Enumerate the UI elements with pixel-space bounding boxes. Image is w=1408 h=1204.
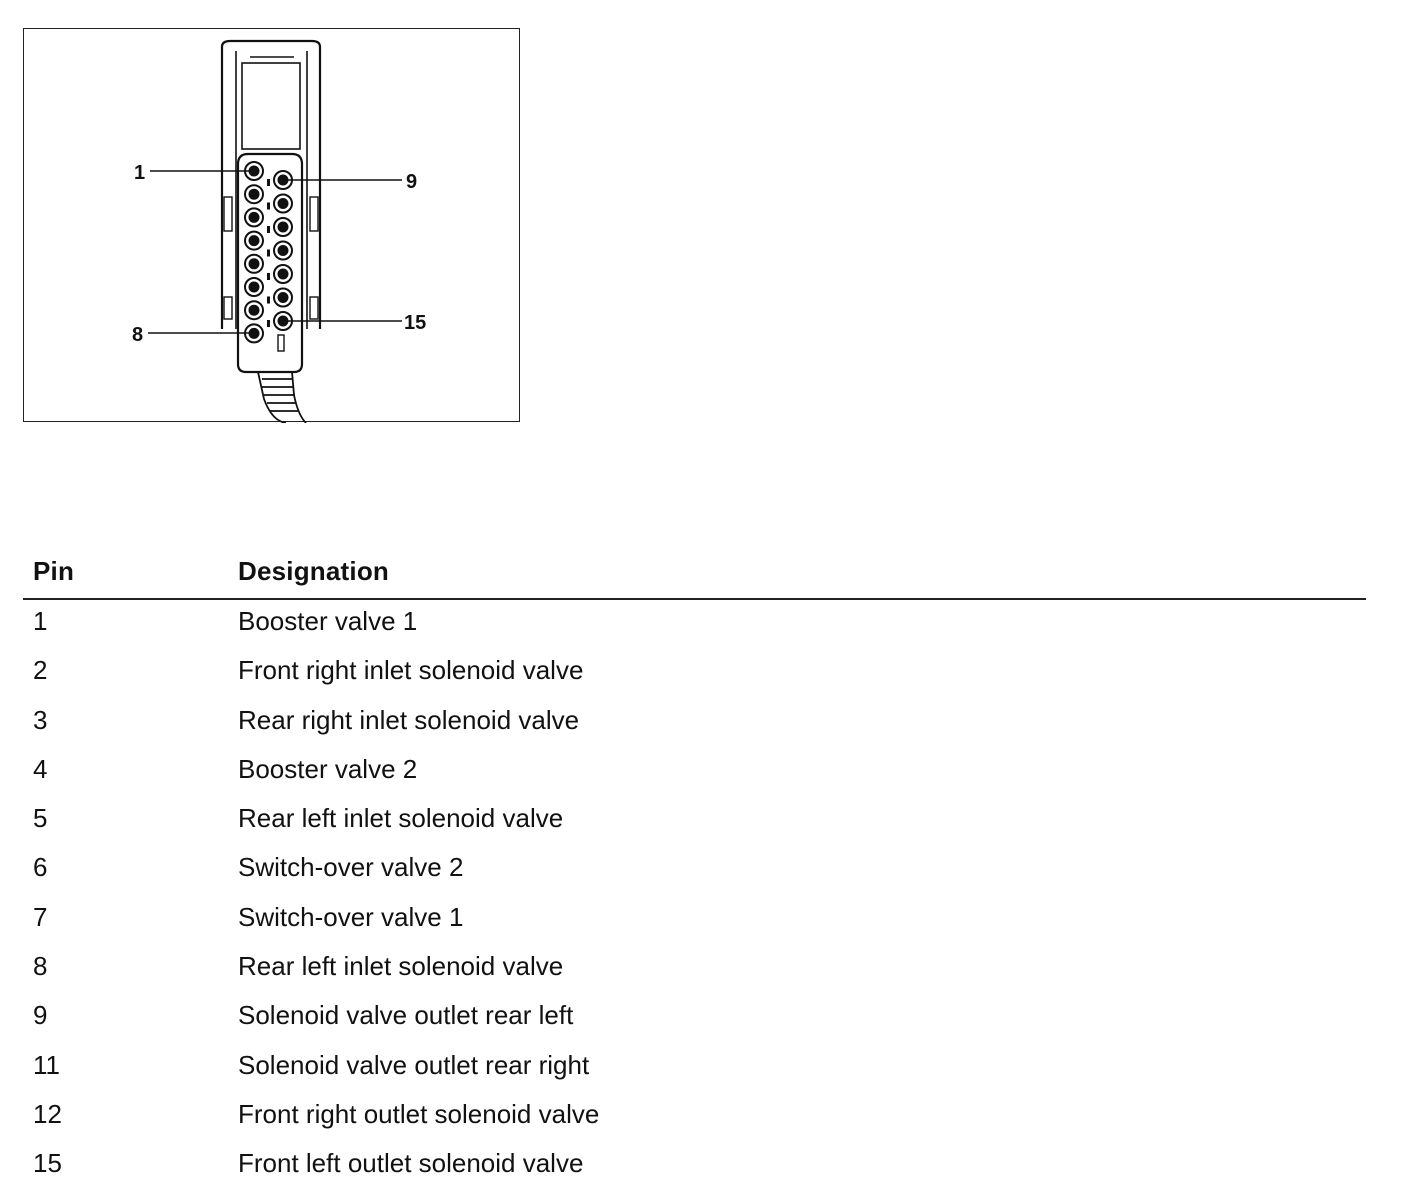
connector-pin bbox=[245, 232, 263, 250]
connector-pin bbox=[274, 289, 292, 307]
pin-number: 2 bbox=[33, 655, 48, 686]
pin-designation: Rear left inlet solenoid valve bbox=[238, 803, 564, 834]
connector-pin bbox=[274, 265, 292, 283]
connector-pin bbox=[245, 208, 263, 226]
connector-figure bbox=[23, 28, 520, 422]
connector-pin bbox=[245, 185, 263, 203]
pin-separator bbox=[267, 203, 270, 210]
pin-designation: Booster valve 1 bbox=[238, 606, 418, 636]
connector-housing bbox=[222, 41, 320, 329]
pin-number: 5 bbox=[33, 803, 48, 834]
connector-diagram bbox=[24, 29, 521, 423]
pin-number: 3 bbox=[33, 704, 48, 735]
pin-number: 11 bbox=[33, 1049, 60, 1080]
pin-number: 9 bbox=[33, 1000, 48, 1031]
pin-designation: Solenoid valve outlet rear right bbox=[238, 1049, 590, 1080]
table-row bbox=[23, 600, 1366, 649]
pin-designation: Switch-over valve 2 bbox=[238, 852, 464, 883]
pin-separator bbox=[267, 273, 270, 280]
table-row bbox=[23, 1044, 1366, 1093]
pin-designation: Front right outlet solenoid valve bbox=[238, 1098, 600, 1129]
table-row bbox=[23, 896, 1366, 945]
pin-grid bbox=[245, 162, 292, 342]
table-row bbox=[23, 699, 1366, 748]
callout-pin-1: 1 bbox=[134, 162, 146, 184]
table-row bbox=[23, 797, 1366, 846]
pin-designation: Booster valve 2 bbox=[238, 753, 418, 784]
connector-pin bbox=[274, 242, 292, 260]
table-row bbox=[23, 994, 1366, 1043]
table-row bbox=[23, 846, 1366, 895]
connector-pin bbox=[245, 278, 263, 296]
table-row bbox=[23, 1093, 1366, 1142]
connector-pin bbox=[274, 195, 292, 213]
pin-table bbox=[23, 552, 1366, 1192]
table-row bbox=[23, 945, 1366, 994]
pin-number: 7 bbox=[33, 901, 48, 932]
pin-number: 6 bbox=[33, 852, 48, 883]
table-row bbox=[23, 1142, 1366, 1191]
pin-designation: Front right inlet solenoid valve bbox=[238, 655, 584, 686]
callout-pin-8: 8 bbox=[132, 324, 144, 346]
connector-pin bbox=[245, 255, 263, 273]
pin-number: 12 bbox=[33, 1098, 62, 1129]
pin-designation: Solenoid valve outlet rear left bbox=[238, 1000, 574, 1031]
callout-pin-15: 15 bbox=[404, 312, 427, 334]
pin-designation: Front left outlet solenoid valve bbox=[238, 1148, 584, 1179]
table-body bbox=[23, 600, 1366, 1192]
pin-separator bbox=[267, 320, 270, 327]
pin-designation: Rear right inlet solenoid valve bbox=[238, 704, 580, 735]
column-header-designation: Designation bbox=[238, 556, 389, 586]
cable bbox=[258, 372, 306, 423]
pin-designation: Switch-over valve 1 bbox=[238, 901, 464, 932]
pin-separator bbox=[267, 250, 270, 257]
column-header-pin: Pin bbox=[33, 556, 75, 586]
connector-pin bbox=[245, 301, 263, 319]
pin-designation: Rear left inlet solenoid valve bbox=[238, 951, 564, 982]
table-header bbox=[23, 552, 1366, 600]
pin-number: 15 bbox=[33, 1148, 62, 1179]
pin-separator bbox=[267, 179, 270, 186]
callout-pin-9: 9 bbox=[406, 171, 418, 193]
connector-pin bbox=[274, 218, 292, 236]
pin-number: 8 bbox=[33, 951, 48, 982]
pin-number: 1 bbox=[33, 606, 48, 636]
pin-separator bbox=[267, 297, 270, 304]
table-row bbox=[23, 649, 1366, 698]
pin-number: 4 bbox=[33, 753, 48, 784]
pin-separator bbox=[267, 226, 270, 233]
table-row bbox=[23, 748, 1366, 797]
